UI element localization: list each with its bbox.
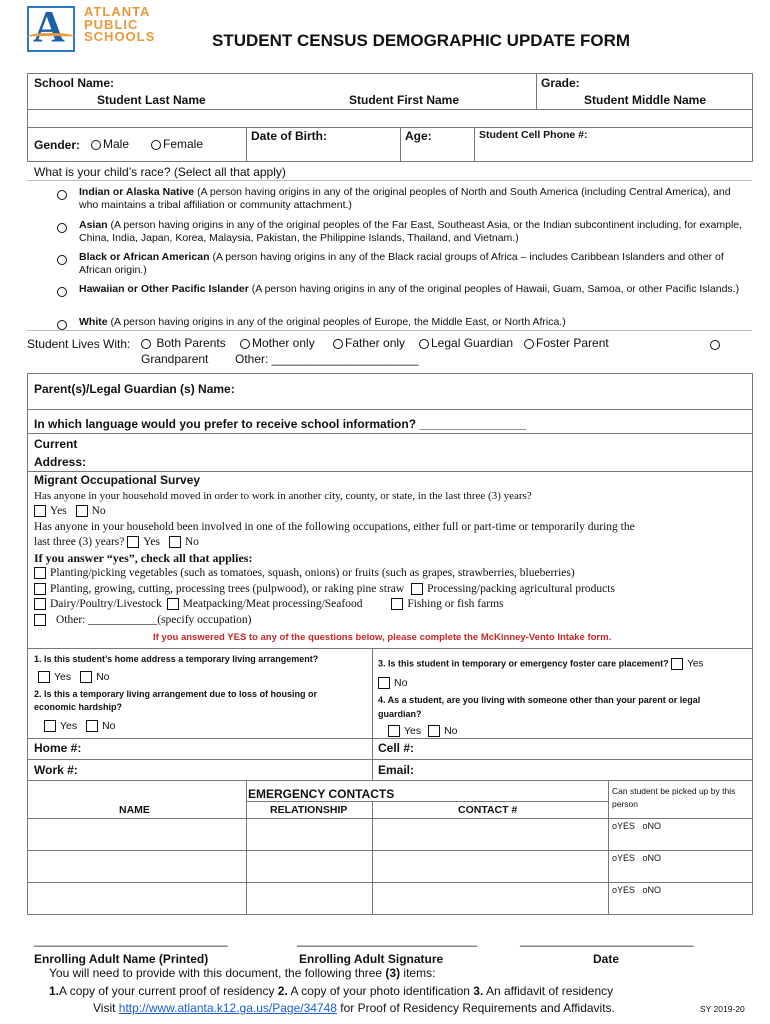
occ3-box[interactable]	[34, 598, 46, 610]
housing-q3-no: No	[378, 677, 407, 689]
migrant-q2a: Has anyone in your household been involved in one of the following occupations, either full or part-time or temporarily during the	[34, 521, 635, 533]
migrant-title: Migrant Occupational Survey	[34, 473, 201, 487]
cell-label: Student Cell Phone #:	[479, 129, 588, 141]
race-item-hawaiian: Hawaiian or Other Pacific Islander (A person having origins in any of the original peoples of Hawaii, Guam, Samoa, or other Pacific Islands.)	[79, 283, 740, 295]
lives-foster[interactable]: Foster Parent	[524, 336, 609, 350]
rule	[536, 73, 537, 110]
rule	[27, 330, 752, 331]
first-name-label: Student First Name	[349, 93, 460, 107]
lives-father[interactable]: Father only	[333, 336, 405, 350]
rule	[372, 648, 373, 780]
rule	[27, 818, 752, 819]
lives-grandparent: Grandparent	[141, 352, 209, 366]
lives-both-parents[interactable]: Both Parents	[141, 336, 226, 350]
hq3-no-box[interactable]	[378, 677, 390, 689]
radio-race-5[interactable]	[57, 316, 69, 334]
residency-link[interactable]: http://www.atlanta.k12.ga.us/Page/34748	[118, 1001, 337, 1015]
rule	[752, 73, 753, 162]
housing-q2-answers: Yes No	[44, 720, 116, 732]
middle-name-label: Student Middle Name	[584, 93, 707, 107]
occ4-box[interactable]	[34, 614, 46, 626]
lives-legal-guardian[interactable]: Legal Guardian	[419, 336, 513, 350]
lives-with-label: Student Lives With:	[27, 337, 131, 351]
rule	[400, 127, 401, 161]
q1-yes-box[interactable]	[34, 505, 46, 517]
address-label-2: Address:	[34, 455, 87, 469]
occ-row-2: Planting, growing, cutting, processing trees (pulpwood), or raking pine straw Processing/packing agricultural products	[34, 583, 615, 595]
q2-no-box[interactable]	[169, 536, 181, 548]
col-relationship: RELATIONSHIP	[270, 804, 348, 816]
radio-race-3[interactable]	[57, 251, 69, 269]
rule	[27, 471, 752, 472]
race-item-indian: Indian or Alaska Native (A person having origins in any of the original peoples of North and South America (including Central America), and who maintains a tribal affiliation or community attachment.)	[79, 186, 731, 211]
migrant-if-yes: If you answer “yes”, check all that applies:	[34, 551, 253, 565]
guardian-label: Parent(s)/Legal Guardian (s) Name:	[34, 382, 235, 396]
rule	[27, 73, 752, 74]
occ-row-4: Other: ____________(specify occupation)	[34, 614, 251, 626]
gender-label: Gender:	[34, 138, 81, 152]
hq4-yes-box[interactable]	[388, 725, 400, 737]
migrant-q1-answers: Yes No	[34, 505, 106, 517]
rule	[27, 738, 752, 739]
mckinney-note: If you answered YES to any of the questions below, please complete the McKinney-Vento Intake form.	[153, 632, 612, 643]
logo-line1: ATLANTA	[84, 4, 151, 19]
logo-line2: PUBLIC	[84, 16, 139, 32]
logo-letter: A	[33, 2, 65, 51]
col-contact: CONTACT #	[458, 804, 518, 816]
housing-q2: 2. Is this a temporary living arrangement due to loss of housing or economic hardship?	[34, 689, 318, 712]
radio-male[interactable]	[91, 140, 101, 150]
col-name: NAME	[119, 804, 150, 816]
occ-row-3: Dairy/Poultry/Livestock Meatpacking/Meat processing/Seafood Fishing or fish farms	[34, 598, 504, 610]
occ1-box[interactable]	[34, 567, 46, 579]
rule	[246, 801, 608, 802]
rule	[27, 780, 752, 781]
rule	[27, 850, 752, 851]
rule	[246, 780, 247, 915]
rule	[27, 373, 752, 374]
sig-line-1[interactable]: _____________________________	[34, 933, 228, 947]
race-item-black: Black or African American (A person having origins in any of the Black racial groups of Africa – includes Caribbean Islanders and other of African origin.)	[79, 251, 724, 276]
school-name-label: School Name:	[34, 76, 115, 90]
housing-q4: 4. As a student, are you living with someone other than your parent or legal guardian?	[378, 695, 701, 719]
housing-q4-answers: Yes No	[388, 725, 458, 737]
rule	[246, 127, 247, 161]
sig-date-label: Date	[593, 952, 620, 966]
address-label-1: Current	[34, 437, 78, 451]
occ-row-1: Planting/picking vegetables (such as tomatoes, squash, onions) or fruits (such as grapes, strawberries, blueberries)	[34, 567, 575, 579]
rule	[27, 180, 752, 181]
col-pickup: Can student be picked up by this person	[612, 786, 736, 809]
migrant-q2b-row: last three (3) years? Yes No	[34, 536, 199, 548]
form-title: STUDENT CENSUS DEMOGRAPHIC UPDATE FORM	[212, 31, 631, 50]
pickup-yesno-2[interactable]: oYES oNO	[612, 853, 662, 863]
school-year: SY 2019-20	[700, 1004, 745, 1014]
occ3c-box[interactable]	[391, 598, 403, 610]
logo-swoosh	[27, 33, 75, 41]
race-item-asian: Asian (A person having origins in any of the original peoples of the Far East, Southeast Asia, or the Indian subcontinent including, for example, China, India, Japan, Korea, Malaysia, Pakistan, the Philippine Islands, Thailand, and Vietnam.)	[79, 219, 743, 244]
language-label[interactable]: In which language would you prefer to receive school information? ________________	[34, 417, 527, 431]
rule	[608, 780, 609, 915]
pickup-yesno-3[interactable]: oYES oNO	[612, 885, 662, 895]
hq1-yes-box[interactable]	[38, 671, 50, 683]
grade-label: Grade:	[541, 76, 580, 90]
lives-other[interactable]: Other: ______________________	[235, 352, 419, 366]
rule	[752, 847, 753, 915]
hq2-no-box[interactable]	[86, 720, 98, 732]
migrant-q1: Has anyone in your household moved in order to work in another city, county, or state, in the last three (3) years?	[34, 490, 532, 502]
last-name-label: Student Last Name	[97, 93, 206, 107]
radio-race-4[interactable]	[57, 283, 69, 301]
race-item-white: White (A person having origins in any of the original peoples of Europe, the Middle East, or North Africa.)	[79, 316, 566, 328]
rule	[27, 882, 752, 883]
rule	[27, 127, 752, 128]
housing-q1-answers: Yes No	[38, 671, 110, 683]
q2-yes-box[interactable]	[127, 536, 139, 548]
home-phone-label: Home #:	[34, 741, 82, 755]
radio-female[interactable]	[151, 140, 161, 150]
work-phone-label: Work #:	[34, 763, 78, 777]
radio-race-1[interactable]	[57, 186, 69, 204]
rule	[27, 409, 752, 410]
logo-line3: SCHOOLS	[84, 29, 156, 44]
housing-q3: 3. Is this student in temporary or emergency foster care placement? Yes	[378, 658, 704, 670]
sig-signature-label: Enrolling Adult Signature	[299, 952, 444, 966]
sig-printed-label: Enrolling Adult Name (Printed)	[34, 952, 209, 966]
occ2-box[interactable]	[34, 583, 46, 595]
footer-items: 1.A copy of your current proof of residency 2. A copy of your photo identification 3. An affidavit of residency	[49, 984, 614, 998]
cell-phone-label: Cell #:	[378, 741, 415, 755]
footer-visit: Visit http://www.atlanta.k12.ga.us/Page/34748 for Proof of Residency Requirements and Affidavits.	[93, 1001, 615, 1015]
rule	[27, 73, 28, 162]
rule	[474, 127, 475, 161]
q1-no-box[interactable]	[76, 505, 88, 517]
rule	[27, 914, 752, 915]
occ3b-box[interactable]	[167, 598, 179, 610]
pickup-yesno-1[interactable]: oYES oNO	[612, 821, 662, 831]
logo-text	[84, 6, 155, 44]
radio-race-2[interactable]	[57, 219, 69, 237]
rule	[27, 373, 28, 847]
email-label: Email:	[378, 763, 415, 777]
age-label: Age:	[405, 129, 432, 143]
rule	[27, 759, 752, 760]
lives-grandparent-radio[interactable]	[710, 336, 722, 354]
female-label: Female	[163, 137, 204, 151]
hq3-yes-box[interactable]	[671, 658, 683, 670]
gender-female[interactable]	[151, 137, 203, 151]
rule	[27, 433, 752, 434]
sig-line-3[interactable]: __________________________	[520, 933, 694, 947]
lives-mother[interactable]: Mother only	[240, 336, 315, 350]
emergency-title: EMERGENCY CONTACTS	[248, 787, 395, 801]
rule	[752, 373, 753, 847]
footer-intro: You will need to provide with this document, the following three (3) items:	[49, 966, 436, 980]
sig-line-2[interactable]: ___________________________	[297, 933, 478, 947]
hq2-yes-box[interactable]	[44, 720, 56, 732]
rule	[27, 109, 752, 110]
hq1-no-box[interactable]	[80, 671, 92, 683]
male-label: Male	[103, 137, 130, 151]
dob-label: Date of Birth:	[251, 129, 327, 143]
rule	[27, 648, 752, 649]
race-question: What is your child’s race? (Select all that apply)	[34, 165, 286, 179]
hq4-no-box[interactable]	[428, 725, 440, 737]
rule	[27, 847, 28, 915]
rule	[27, 161, 752, 162]
gender-male[interactable]	[91, 137, 129, 151]
housing-q1: 1. Is this student’s home address a temporary living arrangement?	[34, 654, 319, 664]
occ2b-box[interactable]	[411, 583, 423, 595]
